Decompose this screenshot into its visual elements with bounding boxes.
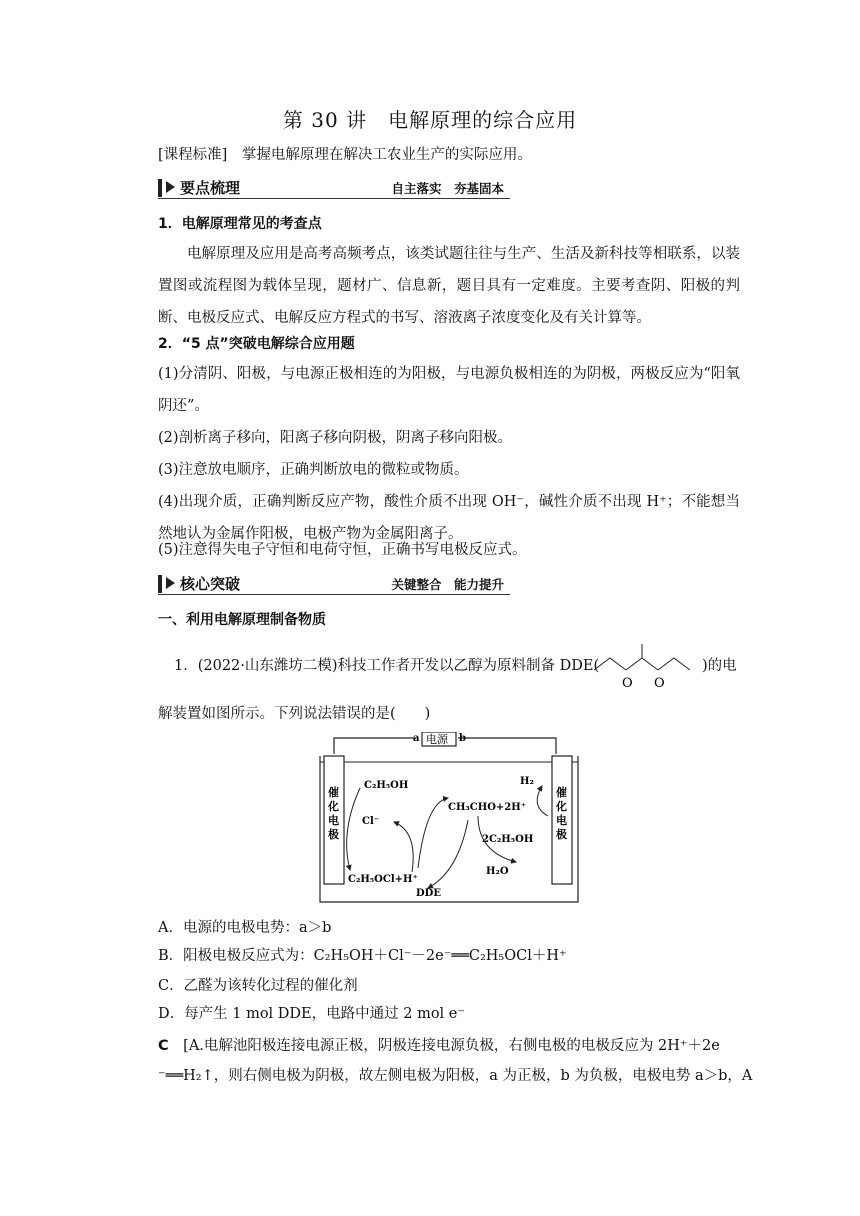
section-title: 要点梳理	[180, 179, 241, 197]
svg-text:电: 电	[328, 814, 339, 827]
h2-label: H₂	[520, 776, 534, 787]
subsection-title: 一、利用电解原理制备物质	[158, 612, 326, 628]
point2-item-2: (2)剖析离子移向，阳离子移向阴极，阴离子移向阳极。	[158, 430, 513, 446]
svg-text:催: 催	[328, 786, 339, 799]
cl-label: Cl⁻	[362, 816, 380, 827]
question-line1-end: )的电	[702, 658, 737, 674]
point2-item-5: (5)注意得失电子守恒和电荷守恒，正确书写电极反应式。	[158, 542, 527, 558]
svg-text:化: 化	[328, 800, 339, 813]
answer-line1	[158, 1036, 720, 1056]
section-header-key-points	[158, 176, 510, 199]
section-subtitle: 关键整合 能力提升	[391, 577, 504, 592]
option-c: C．乙醛为该转化过程的催化剂	[158, 978, 358, 994]
terminal-b: b	[459, 733, 466, 744]
c2h5oh-label: C₂H₅OH	[364, 780, 409, 791]
standard-label: [课程标准]	[158, 147, 228, 163]
point1-heading: 1．电解原理常见的考查点	[158, 216, 322, 232]
electrolysis-diagram	[318, 732, 580, 904]
2c2h5oh-label: 2C₂H₅OH	[482, 834, 534, 845]
option-b: B．阳极电极反应式为：C₂H₅OH＋Cl⁻－2e⁻══C₂H₅OCl＋H⁺	[158, 948, 567, 964]
oxygen-label: O	[622, 676, 633, 688]
point2-item-3: (3)注意放电顺序，正确判断放电的微粒或物质。	[158, 462, 469, 478]
play-triangle-icon	[166, 577, 175, 589]
question-line1: 1．(2022·山东潍坊二模)科技工作者开发以乙醇为原料制备 DDE(	[174, 658, 600, 674]
section-marker-icon	[158, 575, 162, 593]
svg-text:极: 极	[556, 828, 567, 841]
dde-structure-icon	[590, 640, 700, 688]
option-d: D．每产生 1 mol DDE，电路中通过 2 mol e⁻	[158, 1006, 466, 1022]
ch3cho-label: CH₃CHO+2H⁺	[448, 802, 526, 813]
oxygen-label: O	[654, 676, 665, 688]
answer-letter: C	[158, 1038, 169, 1054]
c2h5ocl-label: C₂H₅OCl+H⁺	[348, 874, 418, 885]
section-title: 核心突破	[180, 575, 241, 593]
course-standard	[158, 145, 532, 165]
dde-label: DDE	[416, 888, 441, 899]
play-triangle-icon	[166, 181, 175, 193]
power-label: 电源	[426, 733, 448, 746]
point2-item-1: (1)分清阴、阳极，与电源正极相连的为阳极，与电源负极相连的为阴极，两极反应为“阳氧阴还”。	[158, 366, 740, 414]
point2-heading: 2．“5 点”突破电解综合应用题	[158, 336, 355, 352]
option-a: A．电源的电极电势：a＞b	[158, 920, 332, 936]
section-header-core	[158, 572, 510, 595]
svg-text:极: 极	[328, 828, 339, 841]
svg-text:化: 化	[556, 800, 567, 813]
svg-text:催: 催	[556, 786, 567, 799]
point2-item-4: (4)出现介质，正确判断反应产物，酸性介质不出现 OH⁻，碱性介质不出现 H⁺；不能想当然地认为金属作阳极，电极产物为金属阳离子。	[158, 494, 740, 542]
question-line2: 解装置如图所示。下列说法错误的是( )	[158, 706, 431, 722]
answer-line2: ⁻══H₂↑，则右侧电极为阴极，故左侧电极为阳极，a 为正极，b 为负极，电极电势 a＞b，A	[158, 1068, 753, 1084]
answer-text: [A.电解池阳极连接电源正极，阴极连接电源负极，右侧电极的电极反应为 2H⁺＋2e	[183, 1038, 720, 1054]
standard-text: 掌握电解原理在解决工农业生产的实际应用。	[241, 147, 532, 163]
point1-body: 电解原理及应用是高考高频考点，该类试题往往与生产、生活及新科技等相联系，以装置图或流程图为载体呈现，题材广、信息新，题目具有一定难度。主要考查阴、阳极的判断、电极反应式、电解反应方程式的书写、溶液离子浓度变化及有关计算等。	[158, 246, 740, 326]
svg-text:电: 电	[556, 814, 567, 827]
page-title: 第 30 讲 电解原理的综合应用	[282, 108, 578, 132]
section-marker-icon	[158, 179, 162, 197]
terminal-a: a	[413, 733, 420, 744]
section-subtitle: 自主落实 夯基固本	[391, 181, 504, 196]
h2o-label: H₂O	[486, 866, 509, 877]
